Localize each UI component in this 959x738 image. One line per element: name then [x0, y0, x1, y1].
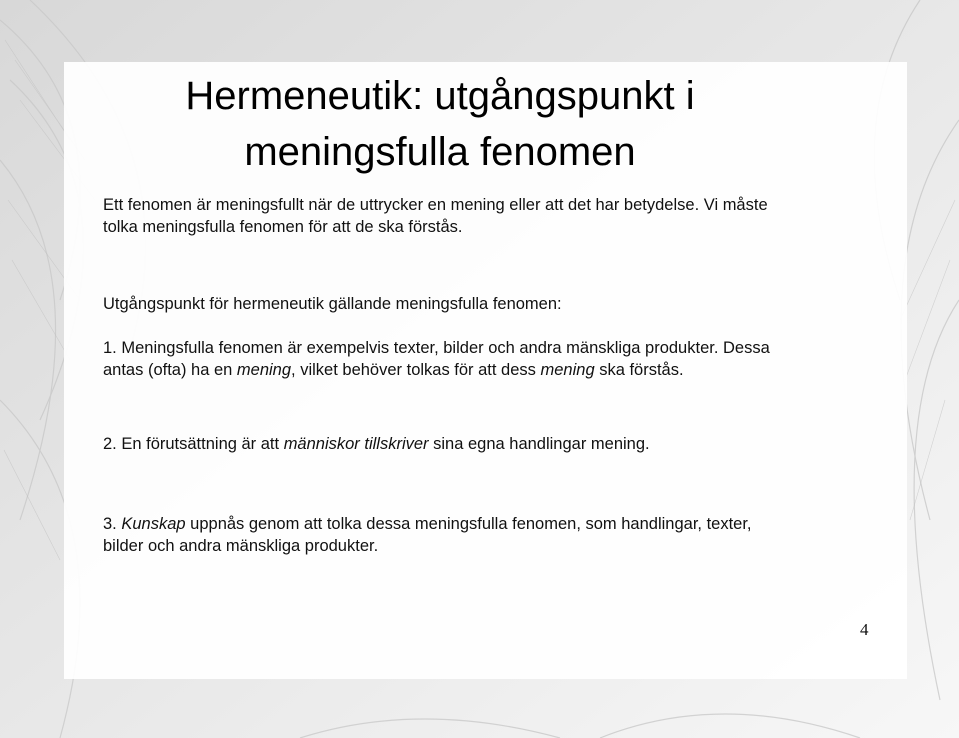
point-1-emphasis-meaning: mening [236, 361, 292, 379]
point-2 [103, 433, 903, 455]
page-number: 4 [860, 620, 869, 639]
point-1-text-c: , vilket behöver tolkas för att dess [291, 361, 541, 379]
title-line-2: meningsfulla fenomen [244, 130, 636, 174]
point-1-line-1: 1. Meningsfulla fenomen är exempelvis texter, bilder och andra mänskliga produkter. Dessa [103, 339, 770, 357]
intro-line-2: tolka meningsfulla fenomen för att de ska förstås. [103, 218, 463, 236]
point-1-text-e: ska förstås. [594, 361, 684, 379]
point-1 [103, 337, 903, 381]
point-2-text-c: sina egna handlingar mening. [428, 435, 650, 453]
intro-line-1: Ett fenomen är meningsfullt när de uttrycker en mening eller att det har betydelse. Vi måste [103, 196, 768, 214]
point-3-line-1 [103, 513, 903, 535]
point-1-text-a: antas (ofta) ha en [103, 361, 237, 379]
point-2-text-a: 2. En förutsättning är att [103, 435, 284, 453]
paragraph-intro [103, 194, 903, 238]
point-3-text-c: uppnås genom att tolka dessa meningsfulla fenomen, som handlingar, texter, [185, 515, 752, 533]
point-1-line-2 [103, 359, 903, 381]
title-line-1: Hermeneutik: utgångspunkt i [185, 74, 695, 118]
paragraph-starting-point: Utgångspunkt för hermeneutik gällande meningsfulla fenomen: [103, 295, 562, 313]
point-3-line-2: bilder och andra mänskliga produkter. [103, 537, 379, 555]
point-3-number: 3. [103, 515, 122, 533]
point-1-emphasis-meaning-2: mening [540, 361, 595, 379]
slide-title [100, 68, 780, 180]
point-2-emphasis: människor tillskriver [283, 435, 429, 453]
point-3-emphasis: Kunskap [121, 515, 186, 533]
point-3 [103, 513, 903, 557]
